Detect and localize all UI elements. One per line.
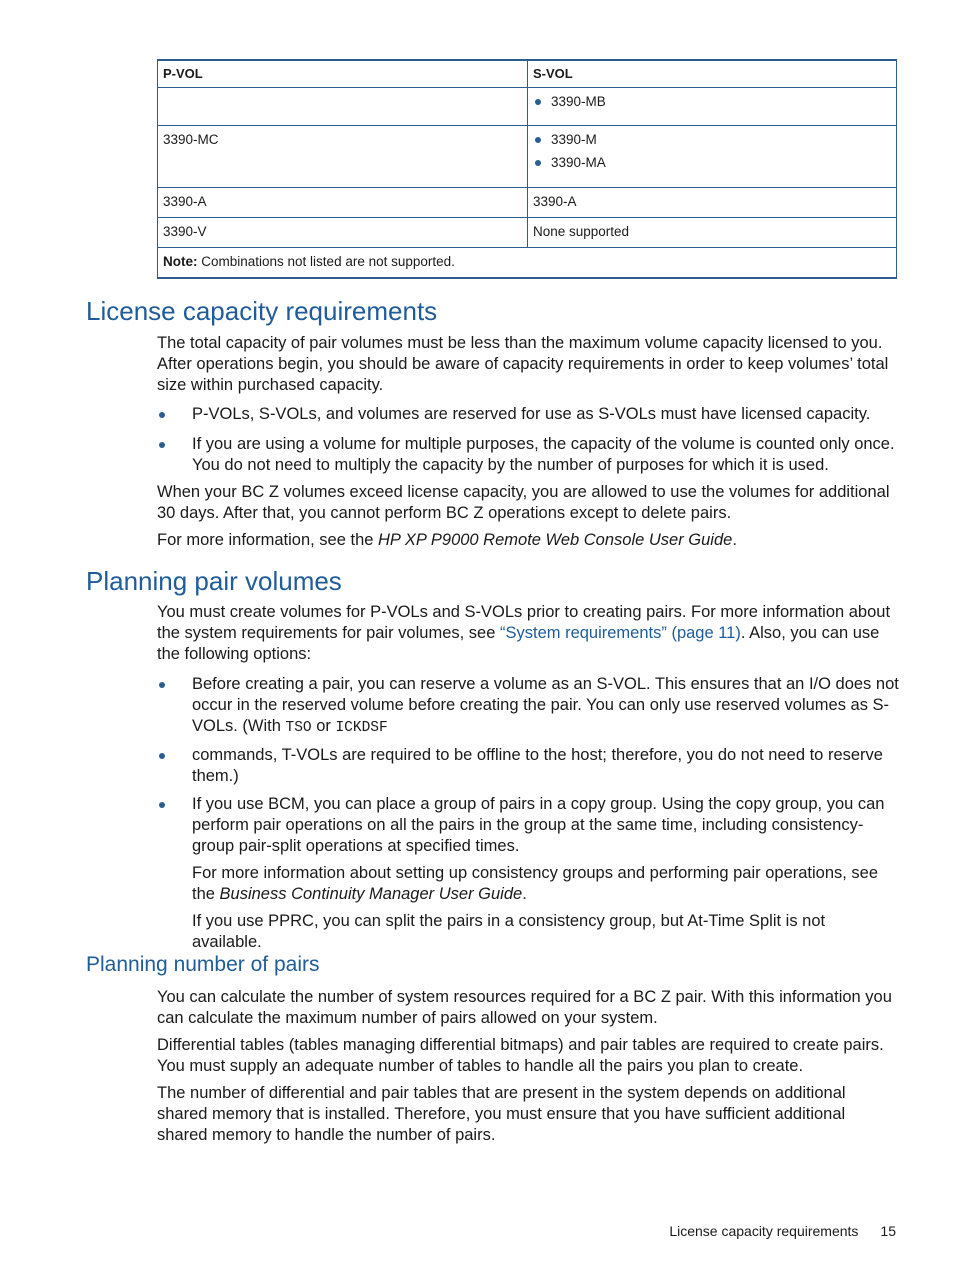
list-item [533,132,891,149]
text-run: . [732,531,737,549]
list-item [157,794,899,857]
bullet-dot-icon [159,412,165,418]
license-paragraph-1: The total capacity of pair volumes must be less than the maximum volume capacity licensed to you. After operations begin, you should be aware of capacity requirements in order to keep volumes’ total size within purchased capacity. [157,334,889,394]
svol-list [533,132,891,172]
volume-compat-table [157,59,897,279]
table-header-row [158,60,897,88]
list-item [157,404,899,425]
planning-paragraph-1 [157,602,899,665]
text-run: You must create volumes for P-VOLs and S-VOLs prior to creating pairs. For more information about the system requirements for pair volumes, see [157,603,891,642]
svol-list [533,94,891,111]
section-heading-license: License capacity requirements [86,296,438,326]
bullet-dot-icon [535,99,541,105]
table-row [158,218,897,248]
note-text: Combinations not listed are not supported. [197,254,455,270]
table-note-row [158,248,897,278]
table-row [158,88,897,126]
bullet-text: If you use BCM, you can place a group of pairs in a copy group. Using the copy group, you can perform pair operations on all the pairs in the group at the same time, including consistency-group pair-split operations at specified times. [192,795,885,855]
number-paragraph-2: Differential tables (tables managing differential bitmaps) and pair tables are required to create pairs. You must supply an adequate number of tables to handle all the pairs you plan to create. [157,1036,884,1075]
bullet-text: If you are using a volume for multiple purposes, the capacity of the volume is counted only once. You do not need to multiply the capacity by the number of purposes for which it is used. [192,435,895,474]
footer-section-title: License capacity requirements [669,1223,859,1239]
pvol-cell [158,88,528,126]
table-row [158,188,897,218]
bullet-text: Before creating a pair, you can reserve a volume as an S-VOL. This ensures that an I/O does not occur in the reserved volume before creating the pair. You can only use reserved volumes as S-VOLs. (With [192,675,899,735]
text-run: For more information, see the [157,531,379,549]
license-paragraph-3 [157,530,899,551]
list-item [157,674,899,739]
svol-header: S-VOL [528,60,897,88]
code-tso: TSO [285,720,312,736]
text-run: For more information about setting up consistency groups and performing pair operations, see the [192,864,879,903]
svol-cell [528,126,897,188]
pvol-cell: 3390-MC [158,126,528,188]
number-paragraph-3: The number of differential and pair tables that are present in the system depends on additional shared memory that is installed. Therefore, you must ensure that you have sufficient additional shared memory to handle the number of pairs. [157,1084,846,1144]
table-row [158,126,897,188]
bullet-text: P-VOLs, S-VOLs, and volumes are reserved for use as S-VOLs must have licensed capacity. [192,405,871,423]
page-footer [669,1223,896,1239]
text-run: . Also, you can use the following options: [157,624,880,663]
code-ickdsf: ICKDSF [335,720,388,736]
list-item [533,155,891,172]
planning-subparagraph-2: If you use PPRC, you can split the pairs in a consistency group, but At-Time Split is not available. [192,912,826,951]
pvol-cell: 3390-A [158,188,528,218]
list-item [533,94,891,111]
bullet-dot-icon [159,753,165,759]
svol-value: 3390-MB [551,94,606,110]
subsection-heading-number: Planning number of pairs [86,953,320,976]
bullet-dot-icon [535,137,541,143]
svol-cell: 3390-A [528,188,897,218]
page-number: 15 [880,1223,896,1239]
svol-cell [528,88,897,126]
list-item [157,745,899,787]
planning-subparagraph-1 [192,863,899,905]
svol-cell: None supported [528,218,897,248]
guide-title: HP XP P9000 Remote Web Console User Guide [378,531,733,549]
section-heading-planning: Planning pair volumes [86,566,342,596]
list-item [157,434,899,476]
bullet-dot-icon [535,160,541,166]
pvol-cell: 3390-V [158,218,528,248]
note-label: Note: [163,254,198,270]
bullet-dot-icon [159,802,165,808]
text-run: . [522,885,527,903]
table-note [158,248,897,278]
license-paragraph-2: When your BC Z volumes exceed license capacity, you are allowed to use the volumes for additional 30 days. After that, you cannot perform BC Z operations except to delete pairs. [157,483,890,522]
guide-title: Business Continuity Manager User Guide [219,885,523,903]
bullet-dot-icon [159,682,165,688]
bullet-text: commands, T-VOLs are required to be offline to the host; therefore, you do not need to reserve them.) [192,746,883,785]
svol-value: 3390-M [551,132,597,148]
svol-value: 3390-MA [551,155,606,171]
number-paragraph-1: You can calculate the number of system resources required for a BC Z pair. With this information you can calculate the maximum number of pairs allowed on your system. [157,988,892,1027]
system-requirements-link[interactable]: “System requirements” (page 11) [499,624,741,642]
bullet-text: or [311,717,336,735]
bullet-dot-icon [159,442,165,448]
pvol-header: P-VOL [158,60,528,88]
